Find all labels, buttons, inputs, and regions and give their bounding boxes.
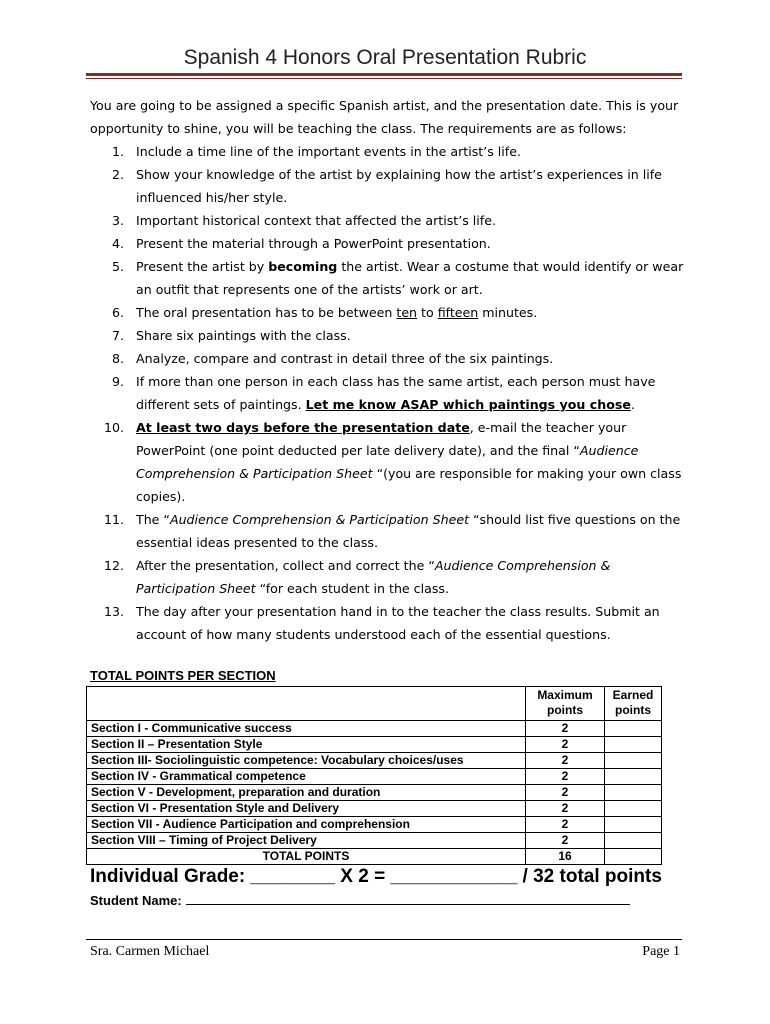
earned-points-cell[interactable] xyxy=(605,737,662,753)
earned-points-cell[interactable] xyxy=(605,833,662,849)
requirement-text: “should list five questions on the essential ideas presented to the class. xyxy=(136,512,681,550)
requirement-text: “for each student in the class. xyxy=(255,581,449,596)
section-name-cell: Section III- Sociolinguistic competence: Vocabulary choices/uses xyxy=(87,753,526,769)
requirement-text: Audience Comprehension & Participation Sheet xyxy=(136,558,611,596)
intro-paragraph: You are going to be assigned a specific Spanish artist, and the presentation date. This is your opportunity to shine, you will be teaching the class. The requirements are as follows: xyxy=(90,98,679,136)
requirement-number: 5. xyxy=(111,259,124,274)
requirement-number: 4. xyxy=(111,236,124,251)
max-points-cell: 2 xyxy=(526,833,605,849)
table-row xyxy=(87,721,662,737)
student-name-line xyxy=(90,892,630,908)
section-name-cell: Section VIII – Timing of Project Delivery xyxy=(87,833,526,849)
max-points-cell: 2 xyxy=(526,769,605,785)
section-name-cell: Section V - Development, preparation and duration xyxy=(87,785,526,801)
requirement-number: 13. xyxy=(103,604,124,619)
requirement-text: Present the artist by xyxy=(136,259,269,274)
total-max-cell: 16 xyxy=(526,849,605,865)
earned-points-cell[interactable] xyxy=(605,753,662,769)
footer-rule xyxy=(86,939,682,940)
total-label: TOTAL POINTS xyxy=(87,849,526,865)
requirements-list xyxy=(90,140,690,646)
section-name-cell: Section VI - Presentation Style and Delivery xyxy=(87,801,526,817)
requirement-item xyxy=(90,370,690,416)
requirement-number: 2. xyxy=(111,167,124,182)
max-points-cell: 2 xyxy=(526,753,605,769)
requirement-item xyxy=(90,163,690,209)
requirement-text: Audience Comprehension & Participation Sheet xyxy=(136,443,639,481)
requirement-item xyxy=(90,301,690,324)
earned-points-cell[interactable] xyxy=(605,817,662,833)
page-title: Spanish 4 Honors Oral Presentation Rubric xyxy=(183,46,587,69)
earned-points-cell[interactable] xyxy=(605,801,662,817)
requirement-text: Share six paintings with the class. xyxy=(136,328,351,343)
requirement-number: 12. xyxy=(103,558,124,573)
earned-points-cell[interactable] xyxy=(605,785,662,801)
individual-grade-line: Individual Grade: ________ X 2 = ____________ / 32 total points xyxy=(90,866,662,887)
table-row xyxy=(87,737,662,753)
requirement-text: Audience Comprehension & Participation Sheet xyxy=(169,512,470,527)
requirement-item xyxy=(90,232,690,255)
requirement-item xyxy=(90,600,690,646)
requirement-text: becoming xyxy=(268,259,338,274)
table-row xyxy=(87,753,662,769)
requirement-number: 3. xyxy=(111,213,124,228)
requirement-text: The oral presentation has to be between xyxy=(136,305,397,320)
max-points-cell: 2 xyxy=(526,785,605,801)
footer-page-number: Page 1 xyxy=(642,944,680,959)
requirement-item xyxy=(90,324,690,347)
requirement-text: ten xyxy=(396,305,418,320)
max-points-header: Maximum points xyxy=(526,687,605,721)
section-name-cell: Section IV - Grammatical competence xyxy=(87,769,526,785)
requirement-text: to xyxy=(417,305,438,320)
requirement-item xyxy=(90,508,690,554)
points-table-header xyxy=(87,687,662,721)
requirement-text: , e-mail the teacher your PowerPoint (one point deducted per late delivery date), and the final “ xyxy=(136,420,627,458)
table-row xyxy=(87,833,662,849)
requirement-text: After the presentation, collect and correct the “ xyxy=(136,558,435,573)
title-rule-thin xyxy=(86,78,682,79)
student-name-label: Student Name: xyxy=(90,893,182,908)
requirement-number: 10. xyxy=(103,420,124,435)
requirement-item xyxy=(90,209,690,232)
earned-points-cell[interactable] xyxy=(605,769,662,785)
section-column-header xyxy=(87,687,526,721)
requirement-number: 9. xyxy=(111,374,124,389)
table-row xyxy=(87,769,662,785)
requirement-item xyxy=(90,255,690,301)
requirement-number: 1. xyxy=(111,144,124,159)
requirement-text: At least two days before the presentation date xyxy=(136,420,470,435)
points-table xyxy=(86,686,662,865)
requirement-item xyxy=(90,554,690,600)
earned-points-header: Earned points xyxy=(605,687,662,721)
requirement-text: Analyze, compare and contrast in detail three of the six paintings. xyxy=(136,351,554,366)
max-points-cell: 2 xyxy=(526,817,605,833)
requirement-number: 11. xyxy=(103,512,124,527)
requirement-number: 8. xyxy=(111,351,124,366)
total-row xyxy=(87,849,662,865)
requirement-number: 7. xyxy=(111,328,124,343)
requirement-text: “(you are responsible for making your own class copies). xyxy=(136,466,682,504)
requirement-text: Present the material through a PowerPoint presentation. xyxy=(136,236,491,251)
requirement-item xyxy=(90,140,690,163)
title-rule-thick xyxy=(86,73,682,76)
footer-teacher-name: Sra. Carmen Michael xyxy=(90,944,210,959)
requirement-text: minutes. xyxy=(478,305,538,320)
requirement-text: If more than one person in each class has the same artist, each person must have different sets of paintings. xyxy=(136,374,656,412)
table-row xyxy=(87,801,662,817)
table-row xyxy=(87,817,662,833)
requirement-text: Let me know ASAP which paintings you chose xyxy=(305,397,631,412)
requirement-text: Important historical context that affected the artist’s life. xyxy=(136,213,496,228)
student-name-blank xyxy=(186,892,630,905)
points-section-heading: TOTAL POINTS PER SECTION xyxy=(90,668,276,683)
requirement-text: Include a time line of the important events in the artist’s life. xyxy=(136,144,521,159)
max-points-cell: 2 xyxy=(526,721,605,737)
requirement-number: 6. xyxy=(111,305,124,320)
section-name-cell: Section II – Presentation Style xyxy=(87,737,526,753)
requirement-text: The day after your presentation hand in to the teacher the class results. Submit an account of how many students understood each of the essential questions. xyxy=(136,604,660,642)
max-points-cell: 2 xyxy=(526,801,605,817)
max-points-cell: 2 xyxy=(526,737,605,753)
requirement-text: fifteen xyxy=(437,305,479,320)
requirement-item xyxy=(90,416,690,508)
requirement-text: . xyxy=(630,397,635,412)
section-name-cell: Section I - Communicative success xyxy=(87,721,526,737)
earned-points-cell[interactable] xyxy=(605,721,662,737)
requirement-text: the artist. Wear a costume that would identify or wear an outfit that represents one of the artists’ work or art. xyxy=(136,259,684,297)
section-name-cell: Section VII - Audience Participation and comprehension xyxy=(87,817,526,833)
requirement-item xyxy=(90,347,690,370)
table-row xyxy=(87,785,662,801)
total-earned-cell[interactable] xyxy=(605,849,662,865)
requirement-text: Show your knowledge of the artist by explaining how the artist’s experiences in life influenced his/her style. xyxy=(136,167,662,205)
requirement-text: The “ xyxy=(136,512,170,527)
